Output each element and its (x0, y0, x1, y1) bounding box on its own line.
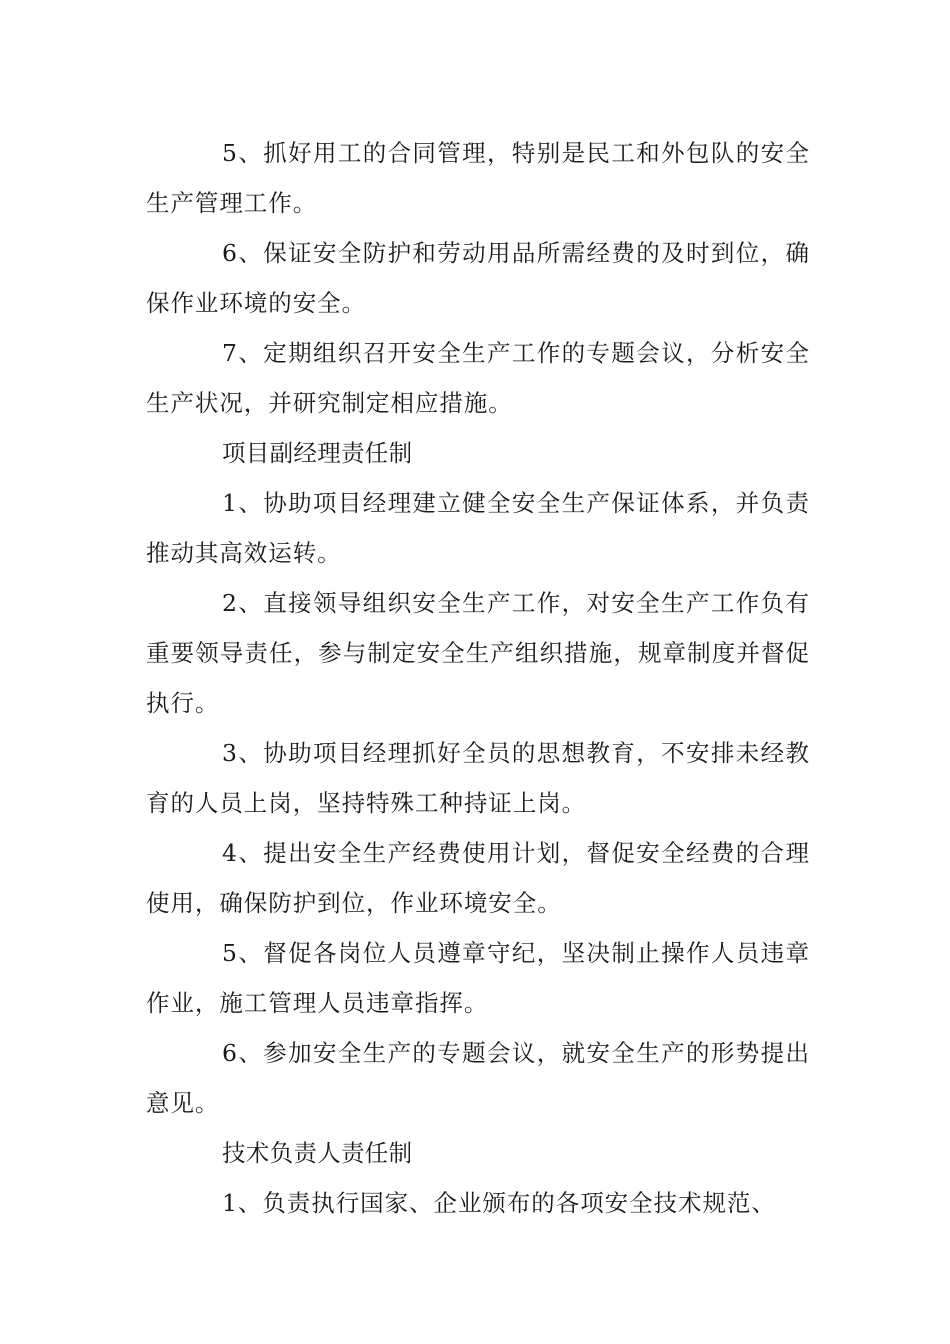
list-item: 7、定期组织召开安全生产工作的专题会议，分析安全生产状况，并研究制定相应措施。 (146, 339, 810, 417)
list-item: 1、负责执行国家、企业颁布的各项安全技术规范、 (222, 1189, 776, 1217)
section-heading: 技术负责人责任制 (222, 1139, 413, 1167)
list-item: 6、保证安全防护和劳动用品所需经费的及时到位，确保作业环境的安全。 (146, 239, 810, 317)
list-item: 2、直接领导组织安全生产工作，对安全生产工作负有重要领导责任，参与制定安全生产组织措施，规章制度并督促执行。 (146, 589, 810, 717)
document-body (146, 128, 810, 1228)
list-item: 5、督促各岗位人员遵章守纪，坚决制止操作人员违章作业，施工管理人员违章指挥。 (146, 939, 810, 1017)
list-item: 6、参加安全生产的专题会议，就安全生产的形势提出意见。 (146, 1039, 810, 1117)
list-item: 1、协助项目经理建立健全安全生产保证体系，并负责推动其高效运转。 (146, 489, 810, 567)
list-item: 4、提出安全生产经费使用计划，督促安全经费的合理使用，确保防护到位，作业环境安全。 (146, 839, 810, 917)
list-item: 5、抓好用工的合同管理，特别是民工和外包队的安全生产管理工作。 (146, 139, 810, 217)
section-heading: 项目副经理责任制 (222, 439, 413, 467)
list-item: 3、协助项目经理抓好全员的思想教育，不安排未经教育的人员上岗，坚持特殊工种持证上岗。 (146, 739, 810, 817)
